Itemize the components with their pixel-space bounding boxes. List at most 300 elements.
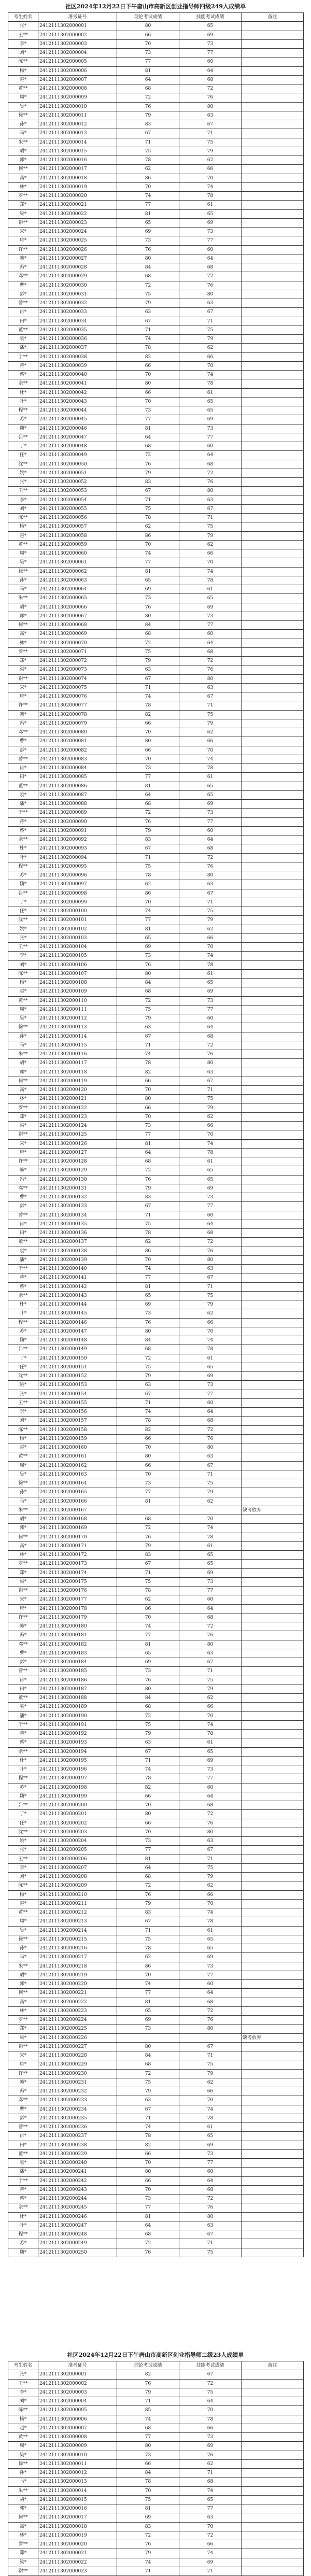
table-row [8,1103,304,1112]
candidate-name: 肖* [8,1676,38,1685]
remark [242,156,304,165]
skill-score: 63 [179,1649,242,1658]
skill-score: 78 [179,2415,242,2424]
exam-id: 2412111302000020 [38,2540,117,2549]
table-row [8,138,304,147]
remark [242,317,304,325]
skill-score: 61 [179,773,242,782]
remark [242,1720,304,1729]
theory-score: 80 [117,737,179,746]
candidate-name: 杜* [8,1756,38,1765]
theory-score: 66 [117,361,179,370]
candidate-name: 潘* [8,344,38,352]
remark [242,415,304,424]
theory-score: 83 [117,120,179,129]
skill-score: 74 [179,1908,242,1917]
theory-score: 76 [117,817,179,826]
candidate-name: 沈** [8,1828,38,1836]
theory-score: 71 [117,1211,179,1220]
remark [242,2025,304,2033]
skill-score: 75 [179,522,242,531]
skill-score: 77 [179,817,242,826]
theory-score: 86 [117,889,179,898]
table-row [8,1837,304,1846]
skill-score: 69 [179,1568,242,1577]
table-row [8,1309,304,1318]
theory-score: 81 [117,1855,179,1863]
remark [242,290,304,299]
theory-score: 72 [117,1524,179,1533]
theory-score: 71 [117,2397,179,2406]
skill-score: 69 [179,2141,242,2149]
exam-id: 2412111302000053 [38,487,117,496]
table-row [8,2424,304,2432]
table-row [8,1926,304,1935]
table-row [8,2379,304,2388]
remark [242,1595,304,1604]
table-row [8,549,304,558]
skill-score: 64 [179,1989,242,1998]
theory-score: 81 [117,1282,179,1291]
exam-id: 2412111302000120 [38,1086,117,1095]
sheet-title: 社区2024年12月22日下午唐山市高新区创业指导师二级23人成绩单 [67,2352,244,2358]
skill-score: 67 [179,692,242,701]
exam-id: 2412111302000158 [38,1425,117,1434]
theory-score: 86 [117,1247,179,1255]
theory-score: 81 [117,567,179,576]
skill-score: 74 [179,182,242,191]
remark [242,701,304,710]
theory-score: 67 [117,2105,179,2114]
header-exam-id: 准考证号 [38,2361,117,2370]
theory-score: 71 [117,1041,179,1050]
exam-id: 2412111302000235 [38,2114,117,2122]
theory-score: 65 [117,576,179,585]
exam-id: 2412111302000018 [38,2522,117,2531]
theory-score: 77 [117,1130,179,1139]
exam-id: 2412111302000139 [38,1255,117,1264]
candidate-name: 罗** [8,647,38,656]
remark [242,898,304,907]
candidate-name: 宋* [8,1595,38,1604]
theory-score: 86 [117,531,179,540]
exam-id: 2412111302000058 [38,531,117,540]
candidate-name: 张* [8,1390,38,1398]
candidate-name: 姚* [8,925,38,933]
remark [242,2051,304,2060]
table-row [8,1157,304,1166]
theory-score: 70 [117,728,179,737]
theory-score: 66 [117,1461,179,1470]
remark [242,460,304,469]
theory-score: 72 [117,1881,179,1890]
score-sheet-level2 [8,2349,303,2576]
candidate-name: 许** [8,1157,38,1166]
candidate-name: 宋* [8,228,38,236]
skill-score: 62 [179,540,242,549]
candidate-name: 吕** [8,889,38,898]
skill-score: 80 [179,2025,242,2033]
skill-score: 77 [179,1390,242,1398]
candidate-name: 于** [8,1720,38,1729]
candidate-name: 吴* [8,1014,38,1023]
remark [242,2549,304,2558]
skill-score: 62 [179,1881,242,1890]
exam-id: 2412111302000065 [38,594,117,603]
skill-score: 68 [179,1229,242,1238]
remark [242,344,304,352]
skill-score: 66 [179,2424,242,2432]
exam-id: 2412111302000230 [38,2069,117,2078]
theory-score: 68 [117,630,179,639]
candidate-name: 董** [8,1694,38,1703]
candidate-name: 梁* [8,1577,38,1586]
candidate-name: 何** [8,621,38,630]
theory-score: 75 [117,647,179,656]
skill-score [179,2033,242,2042]
remark [242,1819,304,1828]
table-row [8,2159,304,2168]
skill-score: 62 [179,1497,242,1506]
table-row [8,1238,304,1247]
table-body [8,22,304,2257]
remark [242,925,304,933]
table-row [8,2558,304,2567]
skill-score: 62 [179,156,242,165]
candidate-name: 刘* [8,504,38,513]
table-row [8,1345,304,1354]
theory-score: 80 [117,1327,179,1336]
table-row [8,2149,304,2158]
theory-score: 78 [117,1774,179,1783]
exam-id: 2412111302000248 [38,2230,117,2239]
skill-score: 68 [179,647,242,656]
exam-id: 2412111302000164 [38,1479,117,1488]
exam-id: 2412111302000249 [38,2239,117,2248]
exam-id: 2412111302000059 [38,540,117,549]
skill-score: 77 [179,621,242,630]
exam-id: 2412111302000155 [38,1398,117,1407]
table-row [8,969,304,978]
table-row [8,1023,304,1032]
exam-id: 2412111302000133 [38,1202,117,1211]
remark [242,1765,304,1774]
candidate-name: 杨* [8,2415,38,2424]
remark [242,1130,304,1139]
theory-score: 65 [117,1291,179,1300]
remark [242,853,304,862]
theory-score: 68 [117,2424,179,2432]
remark [242,1059,304,1068]
candidate-name: 田* [8,317,38,325]
remark [242,192,304,201]
exam-id: 2412111302000088 [38,800,117,809]
exam-id: 2412111302000245 [38,2203,117,2212]
table-row [8,1327,304,1336]
skill-score: 71 [179,514,242,522]
table-row [8,361,304,370]
skill-score: 64 [179,639,242,647]
skill-score: 74 [179,755,242,763]
exam-id: 2412111302000035 [38,325,117,334]
remark [242,1604,304,1613]
remark [242,174,304,182]
exam-id: 2412111302000018 [38,174,117,182]
exam-id: 2412111302000010 [38,2451,117,2459]
skill-score: 79 [179,1873,242,1881]
skill-score: 63 [179,299,242,308]
skill-score: 64 [179,2176,242,2185]
table-row [8,209,304,218]
exam-id: 2412111302000025 [38,236,117,245]
skill-score: 69 [179,1756,242,1765]
remark [242,281,304,290]
candidate-name: 高* [8,1541,38,1550]
skill-score: 73 [179,1962,242,1971]
exam-id: 2412111302000174 [38,1568,117,1577]
table-row [8,2486,304,2495]
skill-score: 80 [179,487,242,496]
exam-id: 2412111302000123 [38,1112,117,1121]
skill-score: 78 [179,1148,242,1157]
exam-id: 2412111302000046 [38,424,117,433]
table-row [8,379,304,388]
skill-score: 61 [179,1157,242,1166]
exam-id: 2412111302000026 [38,245,117,254]
exam-id: 2412111302000110 [38,996,117,1005]
candidate-name: 杨* [8,979,38,987]
candidate-name: 蔡* [8,1738,38,1747]
remark [242,567,304,576]
exam-id: 2412111302000006 [38,2415,117,2424]
skill-score: 67 [179,2370,242,2379]
theory-score: 81 [117,1998,179,2006]
skill-score: 63 [179,1068,242,1077]
candidate-name: 罗** [8,2540,38,2549]
candidate-name: 胡* [8,1059,38,1068]
candidate-name: 吕** [8,1345,38,1354]
theory-score: 71 [117,1926,179,1935]
candidate-name: 谢** [8,674,38,683]
remark [242,2114,304,2122]
table-row [8,496,304,504]
remark [242,1747,304,1756]
table-row [8,1998,304,2006]
table-row [8,201,304,209]
exam-id: 2412111302000151 [38,1363,117,1371]
candidate-name: 田* [8,1229,38,1238]
exam-id: 2412111302000067 [38,612,117,620]
remark [242,2495,304,2504]
table-row [8,2105,304,2114]
table-row [8,657,304,666]
table-row [8,576,304,585]
remark [242,1139,304,1148]
theory-score: 63 [117,2096,179,2105]
remark [242,2415,304,2424]
exam-id: 2412111302000156 [38,1408,117,1417]
table-row [8,2051,304,2060]
remark [242,603,304,612]
table-row [8,487,304,496]
candidate-name: 马* [8,1953,38,1962]
skill-score: 73 [179,1381,242,1390]
skill-score: 73 [179,228,242,236]
skill-score: 76 [179,1631,242,1640]
candidate-name: 刘* [8,1417,38,1425]
remark [242,987,304,996]
exam-id: 2412111302000186 [38,1676,117,1685]
table-row [8,1452,304,1461]
theory-score: 72 [117,996,179,1005]
theory-score: 86 [117,1604,179,1613]
theory-score: 71 [117,496,179,504]
exam-id: 2412111302000071 [38,647,117,656]
theory-score: 73 [117,2195,179,2203]
theory-score: 75 [117,1935,179,1944]
remark [242,746,304,755]
candidate-name: 邓** [8,728,38,737]
table-row [8,1587,304,1595]
remark [242,2406,304,2415]
remark [242,1157,304,1166]
theory-score: 72 [117,281,179,290]
theory-score: 84 [117,1694,179,1703]
remark [242,1354,304,1363]
theory-score: 79 [117,1541,179,1550]
remark [242,1452,304,1461]
skill-score: 66 [179,2540,242,2549]
remark [242,2123,304,2132]
table-row [8,478,304,487]
table-row [8,701,304,710]
table-row [8,182,304,191]
skill-score: 67 [179,1461,242,1470]
skill-score: 64 [179,66,242,75]
theory-score: 80 [117,1452,179,1461]
exam-id: 2412111302000178 [38,1604,117,1613]
theory-score: 82 [117,710,179,719]
theory-score: 75 [117,1220,179,1228]
table-row [8,272,304,281]
table-row [8,451,304,460]
theory-score: 70 [117,1086,179,1095]
table-row [8,558,304,567]
skill-score: 66 [179,1122,242,1130]
remark [242,2087,304,2096]
table-row [8,1881,304,1890]
table-row [8,737,304,746]
exam-id: 2412111302000009 [38,2442,117,2451]
candidate-name: 魏* [8,1336,38,1345]
exam-id: 2412111302000060 [38,549,117,558]
theory-score: 76 [117,2379,179,2388]
table-row [8,1676,304,1685]
remark [242,1309,304,1318]
table-row [8,1461,304,1470]
remark [242,1631,304,1640]
table-row [8,531,304,540]
skill-score: 65 [179,2495,242,2504]
candidate-name: 苏* [8,415,38,424]
skill-score: 77 [179,433,242,442]
candidate-name: 郑* [8,201,38,209]
skill-score: 79 [179,719,242,728]
skill-score: 69 [179,2558,242,2567]
exam-id: 2412111302000007 [38,2424,117,2432]
exam-id: 2412111302000023 [38,218,117,227]
theory-score: 80 [117,1685,179,1693]
candidate-name: 马* [8,2478,38,2486]
skill-score: 64 [179,2397,242,2406]
exam-id: 2412111302000086 [38,782,117,790]
skill-score: 60 [179,1595,242,1604]
remark [242,1863,304,1872]
remark [242,1255,304,1264]
theory-score: 70 [117,1613,179,1622]
exam-id: 2412111302000033 [38,308,117,317]
theory-score: 69 [117,228,179,236]
exam-id: 2412111302000042 [38,388,117,397]
remark [242,2248,304,2257]
candidate-name: 邓** [8,2096,38,2105]
table-row [8,916,304,925]
skill-score: 74 [179,1720,242,1729]
theory-score: 67 [117,1390,179,1398]
exam-id: 2412111302000113 [38,1023,117,1032]
theory-score: 65 [117,1649,179,1658]
candidate-name: 何** [8,165,38,174]
theory-score: 83 [117,836,179,844]
table-row [8,2239,304,2248]
candidate-name: 丁* [8,898,38,907]
exam-id: 2412111302000209 [38,1881,117,1890]
theory-score: 76 [117,1533,179,1541]
remark [242,916,304,925]
exam-id: 2412111302000226 [38,2033,117,2042]
exam-id: 2412111302000215 [38,1935,117,1944]
theory-score: 67 [117,317,179,325]
exam-id: 2412111302000063 [38,576,117,585]
skill-score: 71 [179,1667,242,1676]
table-row [8,2459,304,2468]
theory-score: 75 [117,504,179,513]
theory-score: 81 [117,782,179,790]
candidate-name: 刘* [8,2397,38,2406]
theory-score: 83 [117,1193,179,1202]
skill-score: 72 [179,853,242,862]
score-table [8,2361,304,2576]
candidate-name: 许** [8,245,38,254]
theory-score: 75 [117,1577,179,1586]
skill-score: 75 [179,2060,242,2069]
table-row [8,952,304,960]
table-row [8,2141,304,2149]
exam-id: 2412111302000008 [38,84,117,93]
candidate-name: 蒋* [8,817,38,826]
exam-id: 2412111302000108 [38,979,117,987]
candidate-name: 徐** [8,111,38,120]
skill-score: 68 [179,1417,242,1425]
remark [242,66,304,75]
candidate-name: 高* [8,1086,38,1095]
candidate-name: 彭* [8,2114,38,2122]
exam-id: 2412111302000085 [38,773,117,782]
table-row [8,290,304,299]
table-row [8,1220,304,1228]
exam-id: 2412111302000012 [38,120,117,129]
theory-score: 78 [117,701,179,710]
